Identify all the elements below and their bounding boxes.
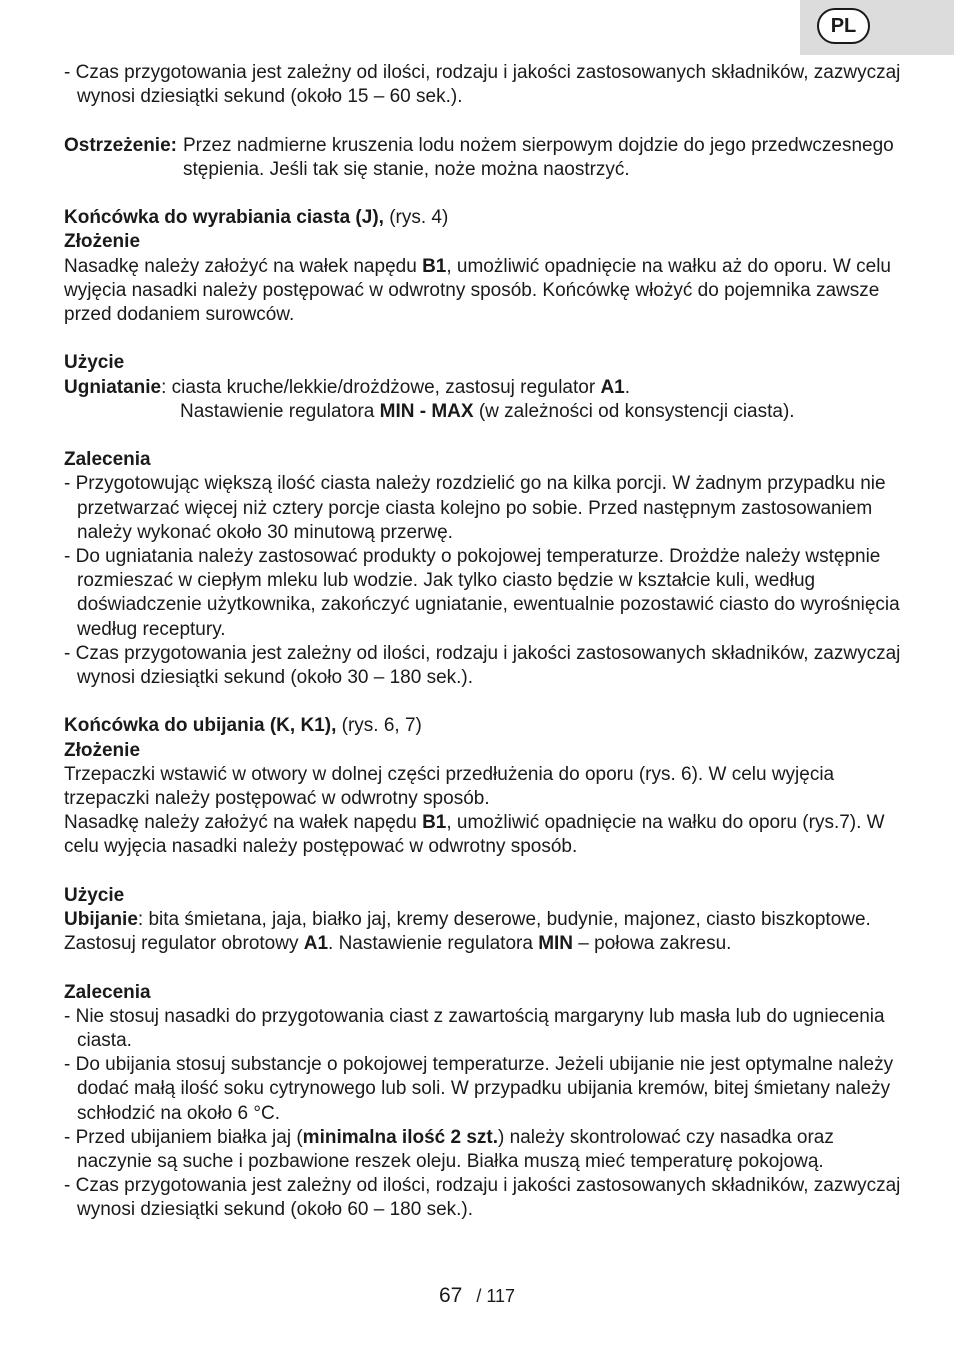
whisk-tip: - Czas przygotowania jest zależny od ilości, rodzaju i jakości zastosowanych składników, zazwyczaj wynosi dziesiątki sekund (około 60 – 180 sek.). bbox=[64, 1175, 901, 1221]
language-badge: PL bbox=[817, 8, 870, 44]
whisk-assembly-text-2: Nasadkę należy założyć na wałek napędu B1, umożliwić opadnięcie na wałku do oporu (rys.7). W celu wyjęcia nasadki należy postępować w odwrotny sposób. bbox=[64, 812, 885, 858]
whisk-tip: - Do ubijania stosuj substancje o pokojowej temperaturze. Jeżeli ubijanie nie jest optymalne należy dodać małą ilość soku cytrynowego lub soli. W przypadku ubijania kremów, bitej śmietany należy schłodzić na około 6 °C. bbox=[64, 1054, 894, 1124]
warning-label: Ostrzeżenie: bbox=[64, 134, 177, 156]
dough-assembly-text: Nasadkę należy założyć na wałek napędu B1, umożliwić opadnięcie na wałku aż do oporu. W celu wyjęcia nasadki należy postępować w odwrotny sposób. Końcówkę włożyć do pojemnika zawsze przed dodaniem surowców. bbox=[64, 255, 891, 325]
whisk-tips-heading: Zalecenia bbox=[64, 981, 151, 1003]
dough-title bbox=[64, 206, 904, 230]
dough-use-heading: Użycie bbox=[64, 352, 125, 374]
whisk-use-heading: Użycie bbox=[64, 884, 125, 906]
whisk-title bbox=[64, 714, 904, 738]
dough-knead-line: Ugniatanie: ciasta kruche/lekkie/drożdżowe, zastosuj regulator A1. bbox=[64, 376, 631, 398]
dough-tip: - Przygotowując większą ilość ciasta należy rozdzielić go na kilka porcji. W żadnym przypadku nie przetwarzać więcej niż cztery porcje ciasta kolejno po sobie. Przed następnym zastosowaniem należy wykonać około 30 minutową przerwę. bbox=[64, 473, 886, 543]
whisk-whip-line: Ubijanie : bita śmietana, jaja, białko jaj, kremy deserowe, budynie, majonez, ciasto biszkoptowe. bbox=[64, 908, 904, 932]
whisk-title-text: Końcówka do ubijania (K, K1), bbox=[64, 715, 337, 737]
dough-assembly-heading: Złożenie bbox=[64, 231, 141, 253]
knead-label: Ugniatanie bbox=[64, 376, 162, 398]
whisk-tip: - Nie stosuj nasadki do przygotowania ciast z zawartością margaryny lub masła lub do ugniecenia ciasta. bbox=[64, 1005, 885, 1052]
dough-tip: - Do ugniatania należy zastosować produkty o pokojowej temperaturze. Drożdże należy wstępnie rozmieszać w ciepłym mleku lub wodzie. Jak tylko ciasto będzie w kształcie kuli, według doświadczenie użytkownika, zakończyć ugniatanie, ewentualnie pozostawić ciasto do wyrośnięcia według receptury. bbox=[64, 546, 900, 640]
whisk-setting-line: Zastosuj regulator obrotowy A1. Nastawienie regulatora MIN – połowa zakresu. bbox=[64, 933, 732, 955]
whip-label: Ubijanie bbox=[64, 909, 138, 931]
whisk-assembly-heading: Złożenie bbox=[64, 739, 141, 761]
whisk-assembly-text: Trzepaczki wstawić w otwory w dolnej części przedłużenia do oporu (rys. 6). W celu wyjęcia trzepaczki należy postępować w odwrotny sposób. bbox=[64, 763, 835, 810]
warning-text: Przez nadmierne kruszenia lodu nożem sierpowym dojdzie do jego przedwczesnego stępienia. Jeśli tak się stanie, noże można naostrzyć. bbox=[182, 134, 894, 180]
whisk-fig-ref: (rys. 6, 7) bbox=[336, 715, 422, 737]
whisk-tip: - Przed ubijaniem białka jaj (minimalna ilość 2 szt.) należy skontrolować czy nasadka oraz naczynie są suche i pozbawione reszek oleju. Białka muszą mieć temperaturę pokojową. bbox=[64, 1126, 834, 1173]
page-content bbox=[64, 61, 904, 1223]
intro-prep-time: - Czas przygotowania jest zależny od ilości, rodzaju i jakości zastosowanych składników, zazwyczaj wynosi dziesiątki sekund (około 15 – 60 sek.). bbox=[64, 62, 901, 108]
language-tab bbox=[800, 0, 954, 55]
dough-tip: - Czas przygotowania jest zależny od ilości, rodzaju i jakości zastosowanych składników, zazwyczaj wynosi dziesiątki sekund (około 30 – 180 sek.). bbox=[64, 642, 901, 689]
page-total: / 117 bbox=[476, 1286, 516, 1306]
dough-title-text: Końcówka do wyrabiania ciasta (J), bbox=[64, 207, 384, 229]
page-footer bbox=[0, 1284, 954, 1309]
dough-setting-line: Nastawienie regulatora MIN - MAX (w zależności od konsystencji ciasta). bbox=[180, 400, 795, 422]
dough-tips-heading: Zalecenia bbox=[64, 449, 151, 471]
page-number: 67 bbox=[438, 1284, 463, 1307]
warning-block bbox=[64, 134, 904, 182]
dough-fig-ref: (rys. 4) bbox=[383, 207, 449, 229]
